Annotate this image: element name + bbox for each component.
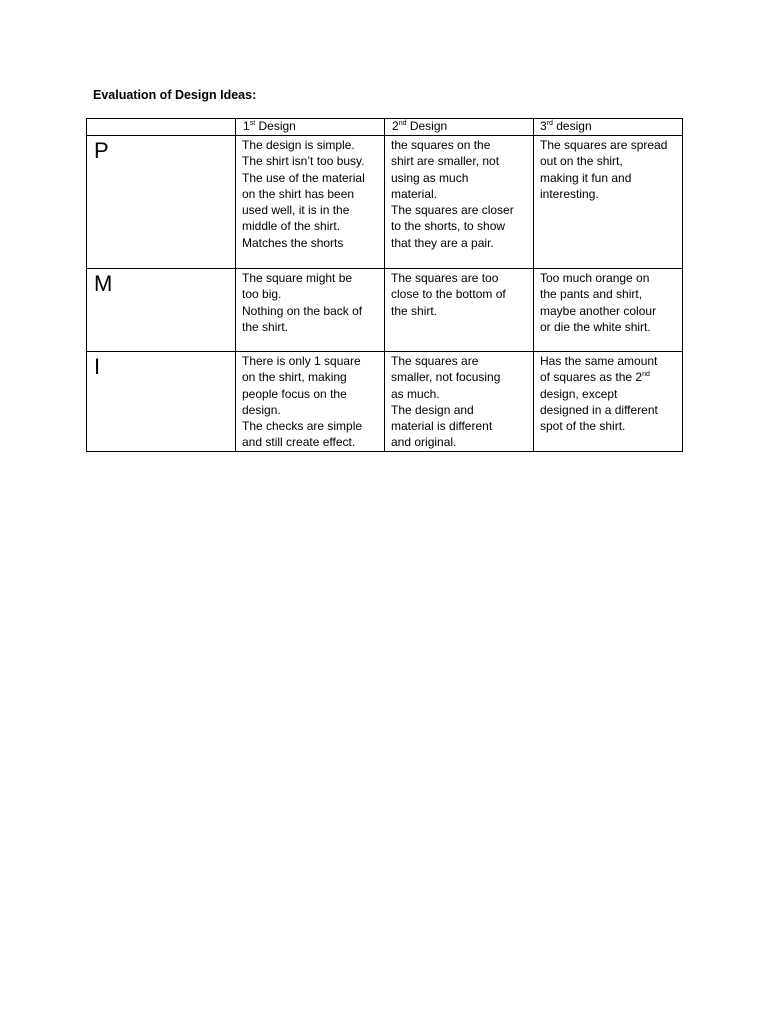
table-row-minus (87, 269, 683, 352)
table-header-row (87, 119, 683, 136)
table-row-interesting (87, 352, 683, 452)
table-cell (534, 136, 683, 269)
page-heading: Evaluation of Design Ideas: (93, 88, 257, 102)
header-cell-empty (87, 119, 236, 136)
cell-text: The design is simple. The shirt isn’t too busy. The use of the material on the shirt has been used well, it is in the middle of the shirt. Matches the shorts (242, 138, 365, 250)
header-cell-design-1 (236, 119, 385, 136)
table-cell (534, 269, 683, 352)
table-cell (385, 269, 534, 352)
header-cell-design-2 (385, 119, 534, 136)
table-cell (236, 269, 385, 352)
table-cell (534, 352, 683, 452)
cell-text: The squares are smaller, not focusing as much. The design and material is different and original. (391, 354, 501, 450)
pmi-evaluation-table (86, 118, 683, 452)
header-label: Design (255, 119, 296, 133)
cell-text: The square might be too big. Nothing on the back of the shirt. (242, 271, 363, 334)
header-ordinal: rd (546, 120, 553, 127)
row-label-plus: P (87, 136, 236, 269)
header-ordinal: nd (398, 120, 407, 127)
cell-text: The squares are too close to the bottom of the shirt. (391, 271, 506, 318)
table-cell (385, 352, 534, 452)
ordinal-suffix: nd (642, 371, 650, 379)
cell-text: Too much orange on the pants and shirt, maybe another colour or die the white shirt. (540, 271, 657, 334)
cell-text: The squares are spread out on the shirt, making it fun and interesting. (540, 138, 668, 201)
table-cell (236, 136, 385, 269)
table-row-plus (87, 136, 683, 269)
cell-text: the squares on the shirt are smaller, not using as much material. The squares are closer to the shorts, to show that they are a pair. (391, 138, 514, 250)
cell-text-part: design, except designed in a different spot of the shirt. (540, 386, 658, 434)
header-label: Design (406, 119, 448, 133)
table-cell (236, 352, 385, 452)
header-cell-design-3 (534, 119, 683, 136)
header-ordinal: st (249, 120, 256, 127)
row-label-interesting: I (87, 352, 236, 452)
header-number: 3 (540, 119, 547, 133)
header-number: 2 (392, 119, 399, 133)
header-number: 1 (243, 119, 250, 133)
table-cell (385, 136, 534, 269)
header-label: design (552, 119, 592, 133)
cell-text-part: Has the same amount of squares as the 2 (540, 354, 658, 385)
row-label-minus: M (87, 269, 236, 352)
cell-text (540, 352, 678, 434)
cell-text: There is only 1 square on the shirt, making people focus on the design. The checks are simple and still create effect. (242, 354, 363, 450)
